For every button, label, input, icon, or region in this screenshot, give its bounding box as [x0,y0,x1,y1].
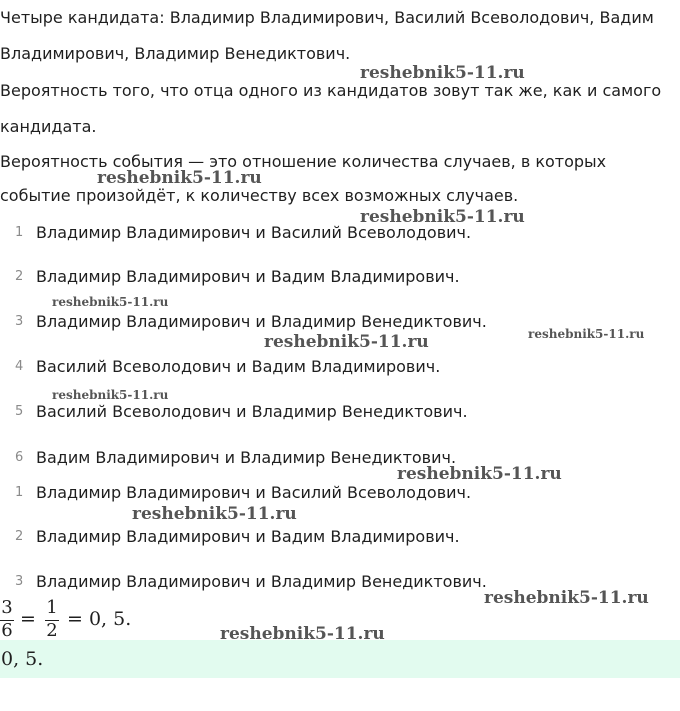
list-item-number: 3 [15,314,24,329]
list-item-text: Василий Всеволодович и Владимир Венедиктович. [36,402,468,421]
watermark: reshebnik5-11.ru [528,327,645,341]
list-item-text: Владимир Владимирович и Владимир Венедиктович. [36,572,487,591]
question-line-2: кандидата. [0,117,97,136]
watermark: reshebnik5-11.ru [97,168,262,188]
watermark: reshebnik5-11.ru [52,388,169,402]
definition-line-2: событие произойдёт, к количеству всех возможных случаев. [0,186,519,205]
formula-numerator-2: 1 [46,597,58,618]
answer-value: 0, 5. [1,648,44,670]
answer-box [0,640,680,678]
list-item-number: 5 [15,404,24,419]
watermark: reshebnik5-11.ru [360,207,525,227]
formula-denominator-2: 2 [46,620,58,640]
list-item-text: Владимир Владимирович и Вадим Владимирович. [36,527,460,546]
formula-numerator-1: 3 [1,597,13,618]
list-item-text: Владимир Владимирович и Владимир Венедиктович. [36,312,487,331]
list-item-number: 3 [15,574,24,589]
list-item-number: 6 [15,450,24,465]
list-item-text: Василий Всеволодович и Вадим Владимирович. [36,357,441,376]
watermark: reshebnik5-11.ru [132,504,297,524]
intro-line-2: Владимирович, Владимир Венедиктович. [0,44,351,63]
watermark: reshebnik5-11.ru [52,295,169,309]
list-item-text: Владимир Владимирович и Василий Всеволодович. [36,223,472,242]
list-item-number: 4 [15,359,24,374]
list-item-number: 2 [15,269,24,284]
list-item-number: 1 [15,225,24,240]
list-item-text: Владимир Владимирович и Василий Всеволодович. [36,483,472,502]
watermark: reshebnik5-11.ru [360,63,525,83]
watermark: reshebnik5-11.ru [484,588,649,608]
list-item-number: 1 [15,485,24,500]
formula-result: = 0, 5. [67,608,132,630]
list-item-number: 2 [15,529,24,544]
list-item-text: Вадим Владимирович и Владимир Венедиктович. [36,448,457,467]
watermark: reshebnik5-11.ru [264,332,429,352]
watermark: reshebnik5-11.ru [397,464,562,484]
formula-equals: = [20,608,36,630]
list-item-text: Владимир Владимирович и Вадим Владимирович. [36,267,460,286]
formula-denominator-1: 6 [1,620,13,640]
question-line-1: Вероятность того, что отца одного из кандидатов зовут так же, как и самого [0,81,662,100]
definition-line-1: Вероятность события — это отношение количества случаев, в которых [0,152,607,171]
watermark: reshebnik5-11.ru [220,624,385,644]
intro-line-1: Четыре кандидата: Владимир Владимирович, Василий Всеволодович, Вадим [0,8,654,27]
